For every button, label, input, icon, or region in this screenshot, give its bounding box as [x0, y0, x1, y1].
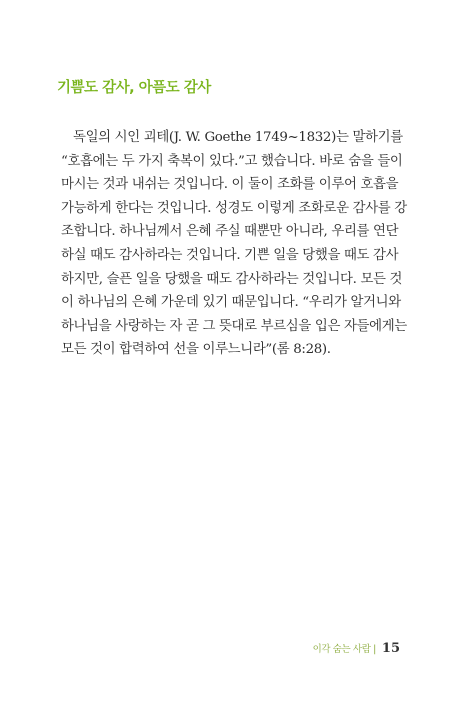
text-line: “호흡에는 두 가지 축복이 있다.”고 했습니다. 바로 숨을 들이	[61, 153, 403, 169]
text-line: 마시는 것과 내쉬는 것입니다. 이 둘이 조화를 이루어 호흡을	[61, 177, 399, 193]
page-footer	[313, 641, 400, 656]
body-paragraph	[61, 126, 411, 362]
text-line: 이 하나님의 은혜 가운데 있기 때문입니다. “우리가 알거니와	[61, 295, 401, 311]
text-line: 하나님을 사랑하는 자 곧 그 뜻대로 부르심을 입은 자들에게는	[61, 318, 407, 334]
text-line: 하지만, 슬픈 일을 당했을 때도 감사하라는 것입니다. 모든 것	[61, 271, 403, 287]
text-line: 독일의 시인 괴테(J. W. Goethe 1749~1832)는 말하기를	[73, 130, 403, 145]
text-line: 가능하게 한다는 것입니다. 성경도 이렇게 조화로운 감사를 강	[61, 200, 407, 216]
text-line: 조합니다. 하나님께서 은혜 주실 때뿐만 아니라, 우리를 연단	[61, 224, 399, 240]
text-line: 하실 때도 감사하라는 것입니다. 기쁜 일을 당했을 때도 감사	[61, 247, 399, 263]
running-title: 이각 숨는 사람 |	[312, 644, 376, 655]
section-heading: 기쁨도 감사, 아픔도 감사	[57, 80, 211, 96]
text-line: 모든 것이 합력하여 선을 이루느니라”(롬 8:28).	[61, 342, 331, 358]
page-number: 15	[381, 641, 400, 656]
